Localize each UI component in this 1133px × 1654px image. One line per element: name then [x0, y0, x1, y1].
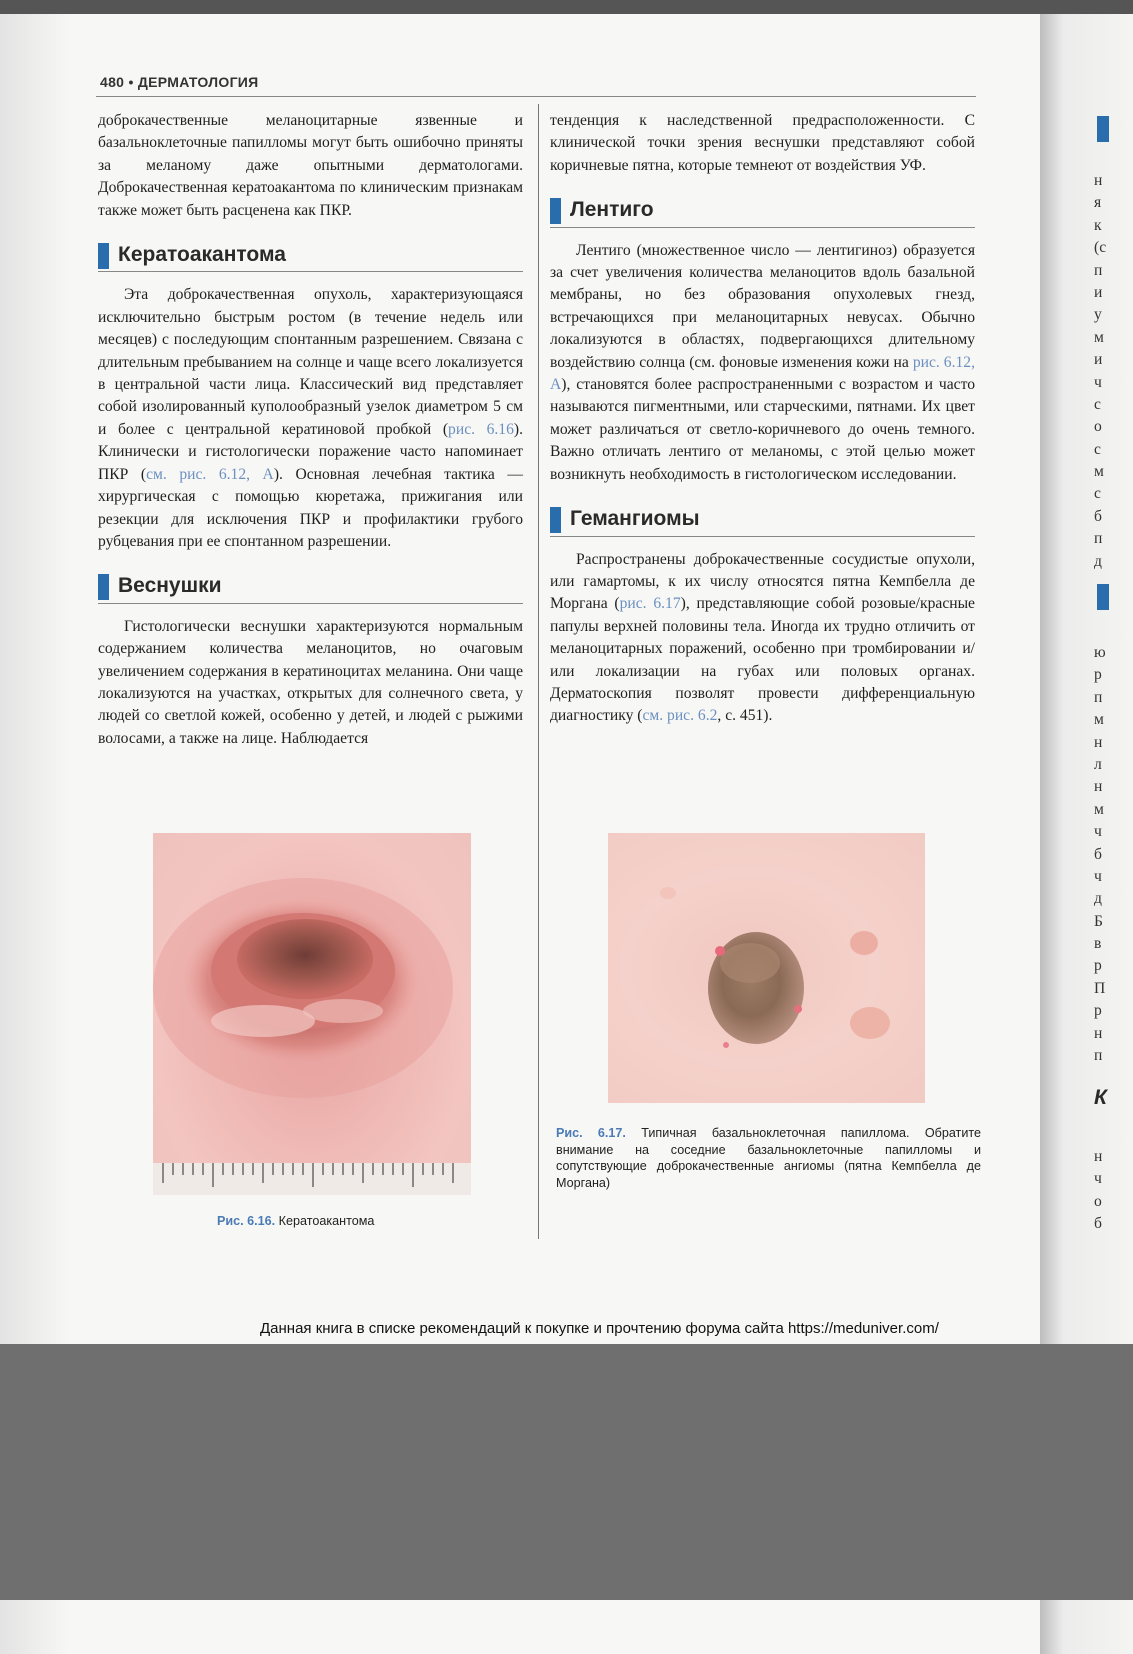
next-page-line-fragment: р — [1094, 1002, 1102, 1020]
next-page-line-fragment: о — [1094, 418, 1102, 436]
page-number: 480 — [100, 74, 125, 90]
section-title-lentigo: Лентиго — [550, 195, 975, 227]
next-page-line-fragment: ч — [1094, 867, 1102, 885]
next-page-line-fragment: м — [1094, 463, 1104, 481]
next-page-line-fragment: я — [1094, 194, 1102, 212]
figure-caption-6-17: Рис. 6.17. Типичная базальноклеточная папиллома. Обратите внимание на соседние базальноклеточные папилломы и сопутствующие доброкачественные ангиомы (пятна Кемпбелла де Моргана) — [556, 1126, 981, 1190]
next-page-line-fragment: у — [1094, 306, 1102, 324]
ref-fig-6-12a-lentigo[interactable]: рис. 6.12, А — [550, 353, 975, 394]
next-page-text-fragments-3 — [1094, 1146, 1102, 1236]
figure-number-6-17: Рис. 6.17. — [556, 1126, 626, 1140]
next-page-line-fragment: д — [1094, 552, 1102, 570]
next-page-line-fragment: р — [1094, 957, 1102, 975]
ref-fig-6-12a[interactable]: см. рис. 6.12, А — [146, 465, 274, 483]
next-page-line-fragment: ч — [1094, 373, 1102, 391]
section-title-freckles: Веснушки — [98, 571, 523, 603]
next-page-line-fragment: м — [1094, 328, 1104, 346]
next-page-section-marker-1 — [1097, 116, 1109, 142]
next-page-line-fragment: л — [1094, 755, 1102, 773]
ref-fig-6-2[interactable]: см. рис. 6.2 — [642, 707, 718, 725]
next-page-section-marker-2 — [1097, 584, 1109, 610]
next-page-line-fragment: ч — [1094, 1170, 1102, 1188]
next-page-line-fragment: н — [1094, 733, 1103, 751]
next-page-line-fragment: д — [1094, 890, 1102, 908]
next-page-text-fragments-1 — [1094, 170, 1106, 573]
next-page-line-fragment: с — [1094, 485, 1101, 503]
next-page-line-fragment: н — [1094, 172, 1103, 189]
next-page-line-fragment: П — [1094, 979, 1106, 997]
keratoacanthoma-lesion-illustration — [153, 833, 471, 1195]
next-page-text-fragments-2 — [1094, 642, 1106, 1067]
next-page-line-fragment: б — [1094, 507, 1102, 525]
section-title-hemangiomas: Гемангиомы — [550, 504, 975, 536]
next-page-line-fragment: б — [1094, 845, 1102, 863]
next-page-line-fragment: м — [1094, 800, 1104, 818]
next-page-line-fragment: с — [1094, 395, 1101, 413]
keratoacanthoma-paragraph: Эта доброкачественная опухоль, характеризующаяся исключительно быстрым ростом (в течение недель или месяцев) с последующим спонтанным разрешением. Связана с длительным пребыванием на солнце и чаще всего локализуется в центральной части лица. Классический вид представляет собой изолированный куполообразный узелок диаметром 5 см и более с центральной кератиновой пробкой (рис. 6.16). Клинически и гистологически поражение часто напоминает ПКР (см. рис. 6.12, А). Основная лечебная тактика — хирургическая с помощью кюретажа, прижигания или резекции для исключения ПКР и профилактики грубого рубцевания при ее спонтанном разрешении. — [98, 286, 523, 550]
ref-fig-6-16[interactable]: рис. 6.16 — [448, 420, 514, 438]
intro-continuation: доброкачественные меланоцитарные язвенные и базальноклеточные папилломы могут быть ошибочно приняты за меланому даже опытными дерматологами. Доброкачественная кератоакантома по клиническим признакам также может быть расценена как ПКР. — [98, 112, 523, 219]
freckles-continuation: тенденция к наследственной предрасположенности. С клинической точки зрения веснушки представляют собой коричневые пятна, которые темнеют от воздействия УФ. — [550, 112, 975, 174]
next-page-line-fragment: ч — [1094, 823, 1102, 841]
left-column — [98, 110, 523, 750]
next-page-line-fragment: ю — [1094, 644, 1106, 661]
header-rule — [96, 96, 976, 97]
next-page-line-fragment: н — [1094, 1148, 1103, 1165]
next-page-line-fragment: н — [1094, 1024, 1103, 1042]
running-header — [100, 74, 259, 90]
next-page-line-fragment: к — [1094, 216, 1102, 234]
watermark-note: Данная книга в списке рекомендаций к покупке и прочтению форума сайта https://meduniver.com/ — [260, 1320, 939, 1337]
next-page-line-fragment: р — [1094, 666, 1102, 684]
next-page-line-fragment: н — [1094, 778, 1103, 796]
next-page-line-fragment: и — [1094, 351, 1103, 369]
next-page-line-fragment: п — [1094, 261, 1103, 279]
column-divider — [538, 104, 539, 1239]
next-page-line-fragment: Б — [1094, 912, 1103, 930]
hemangiomas-paragraph: Распространены доброкачественные сосудистые опухоли, или гамартомы, к их числу относятся пятна Кемпбелла де Моргана (рис. 6.17), представляющие собой розовые/красные папулы верхней половины тела. Иногда их трудно отличить от меланоцитарных поражений, особенно при тромбировании и/или локализации на губах или половых органах. Дерматоскопия позволят провести дифференциальную диагностику (см. рис. 6.2, с. 451). — [550, 550, 975, 725]
scan-top-border — [0, 0, 1133, 14]
next-page-heading-fragment: К — [1094, 1086, 1107, 1109]
freckles-paragraph: Гистологически веснушки характеризуются нормальным содержанием количества меланоцитов, но очаговым увеличением содержания в кератиноцитах меланина. Они чаще локализуются на участках, открытых для солнечного света, у людей со светлой кожей, особенно у детей, и людей с рыжими волосами, а также на лице. Наблюдается — [98, 617, 523, 747]
header-bullet: • — [128, 74, 134, 90]
papilloma-photo — [608, 833, 925, 1103]
next-page-line-fragment: м — [1094, 711, 1104, 729]
ref-fig-6-17[interactable]: рис. 6.17 — [619, 595, 681, 613]
next-page-line-fragment: в — [1094, 935, 1102, 953]
next-page-line-fragment: п — [1094, 530, 1103, 548]
next-page-line-fragment: (с — [1094, 239, 1107, 257]
section-title-keratoacanthoma: Кератоакантома — [98, 240, 523, 272]
figure-number-6-16: Рис. 6.16. — [217, 1214, 276, 1228]
keratoacanthoma-photo — [153, 833, 471, 1195]
scan-bottom-background — [0, 1344, 1133, 1600]
next-page-line-fragment: п — [1094, 1047, 1103, 1065]
figure-caption-6-16: Рис. 6.16. Кератоакантома — [217, 1214, 375, 1228]
next-page-line-fragment: с — [1094, 440, 1101, 458]
papilloma-lesion-illustration — [608, 833, 925, 1103]
next-page-line-fragment: п — [1094, 688, 1103, 706]
lentigo-paragraph: Лентиго (множественное число — лентигиноз) образуется за счет увеличения количества меланоцитов вдоль базальной мембраны, но без образования опухолевых гнезд, встречающихся при меланоцитарных невусах. Обычно локализуются в областях, подвергающихся длительному воздействию солнца (см. фоновые изменения кожи на рис. 6.12, А), становятся более распространенными с возрастом и часто называются пигментными, или старческими, пятнами. Их цвет может различаться от светло-коричневого до очень темного. Важно отличать лентиго от меланомы, с этой целью может возникнуть необходимость в гистологическом исследовании. — [550, 241, 975, 483]
next-page-line-fragment: о — [1094, 1192, 1102, 1210]
next-page-line-fragment: и — [1094, 283, 1103, 301]
header-section: ДЕРМАТОЛОГИЯ — [137, 74, 259, 90]
right-column — [550, 110, 975, 728]
next-page-line-fragment: б — [1094, 1215, 1102, 1233]
